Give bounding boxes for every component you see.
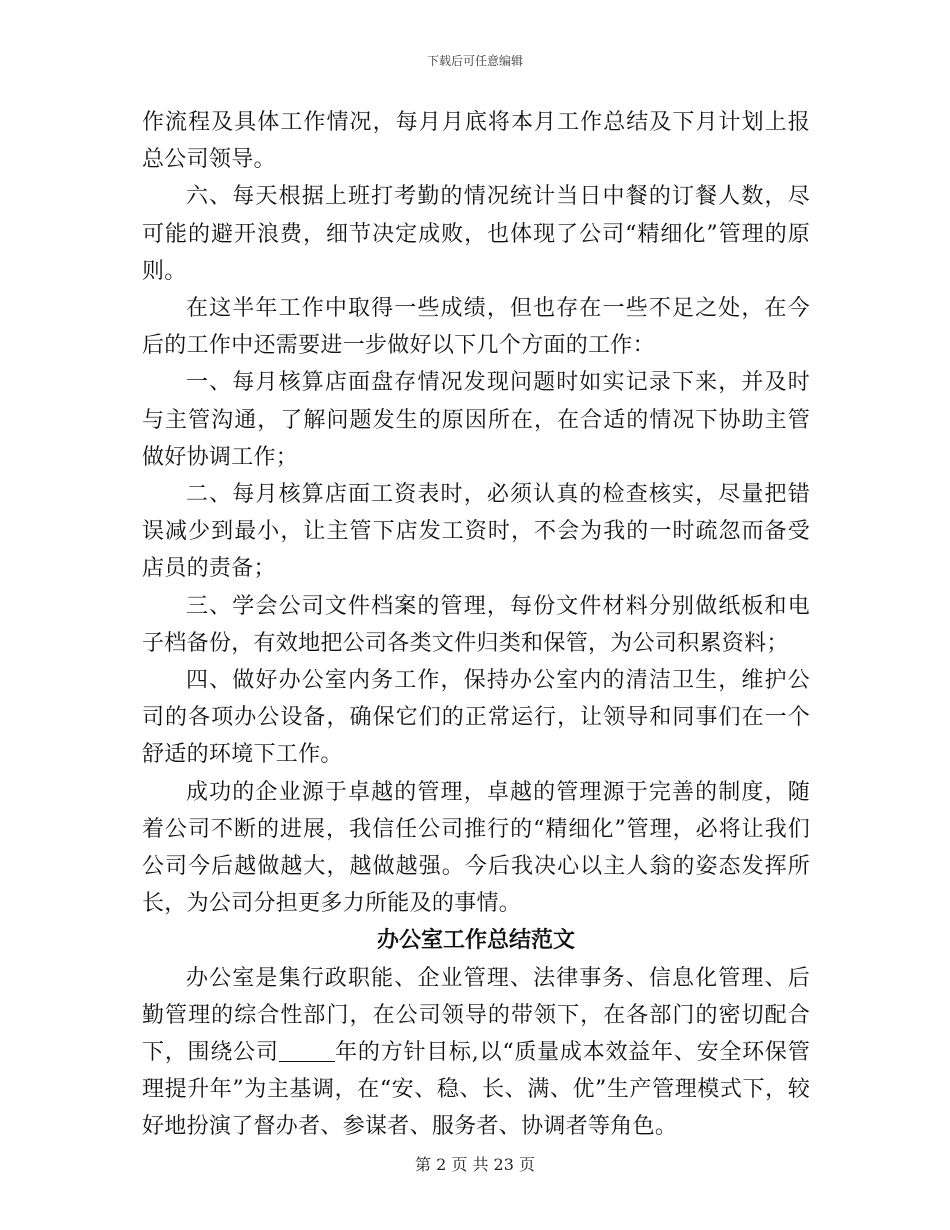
paragraph-9-part-1: 办公室是集行政职能、企业管理、法律事务、信息化管理、后勤管理的综合性部门，在公司领导的带领下，在各部门的密切配合下，围绕公司	[142, 965, 810, 1066]
paragraph-3: 在这半年工作中取得一些成绩，但也存在一些不足之处，在今后的工作中还需要进一步做好以下几个方面的工作：	[142, 296, 810, 359]
paragraph-9-part-2: 年的方针目标,以“质量成本效益年、安全环保管理提升年”为主基调，在“安、稳、长、满、优”生产管理模式下，较好地扮演了督办者、参谋者、服务者、协调者等角色。	[142, 1040, 810, 1140]
page-footer: 第 2 页 共 23 页	[415, 1155, 535, 1174]
paragraph-6: 三、学会公司文件档案的管理，每份文件材料分别做纸板和电子档备份，有效地把公司各类文件归类和保管，为公司积累资料；	[142, 593, 810, 656]
paragraph-1: 作流程及具体工作情况，每月月底将本月工作总结及下月计划上报总公司领导。	[142, 110, 810, 173]
paragraph-2: 六、每天根据上班打考勤的情况统计当日中餐的订餐人数，尽可能的避开浪费，细节决定成败，也体现了公司“精细化”管理的原则。	[142, 184, 810, 284]
paragraph-4: 一、每月核算店面盘存情况发现问题时如实记录下来，并及时与主管沟通，了解问题发生的原因所在，在合适的情况下协助主管做好协调工作；	[142, 370, 810, 470]
paragraph-8: 成功的企业源于卓越的管理，卓越的管理源于完善的制度，随着公司不断的进展，我信任公司推行的“精细化”管理，必将让我们公司今后越做越大，越做越强。今后我决心以主人翁的姿态发挥所长，为公司分担更多力所能及的事情。	[142, 779, 810, 917]
fill-in-blank	[279, 1041, 335, 1062]
paragraph-7: 四、做好办公室内务工作，保持办公室内的清洁卫生，维护公司的各项办公设备，确保它们的正常运行，让领导和同事们在一个舒适的环境下工作。	[142, 668, 810, 768]
page-header: 下载后可任意编辑	[426, 54, 523, 68]
document-body	[142, 104, 810, 1146]
paragraph-9	[142, 960, 810, 1146]
paragraph-5: 二、每月核算店面工资表时，必须认真的检查核实，尽量把错误减少到最小，让主管下店发工资时，不会为我的一时疏忽而备受店员的责备；	[142, 482, 810, 582]
section-title: 办公室工作总结范文	[376, 928, 575, 954]
